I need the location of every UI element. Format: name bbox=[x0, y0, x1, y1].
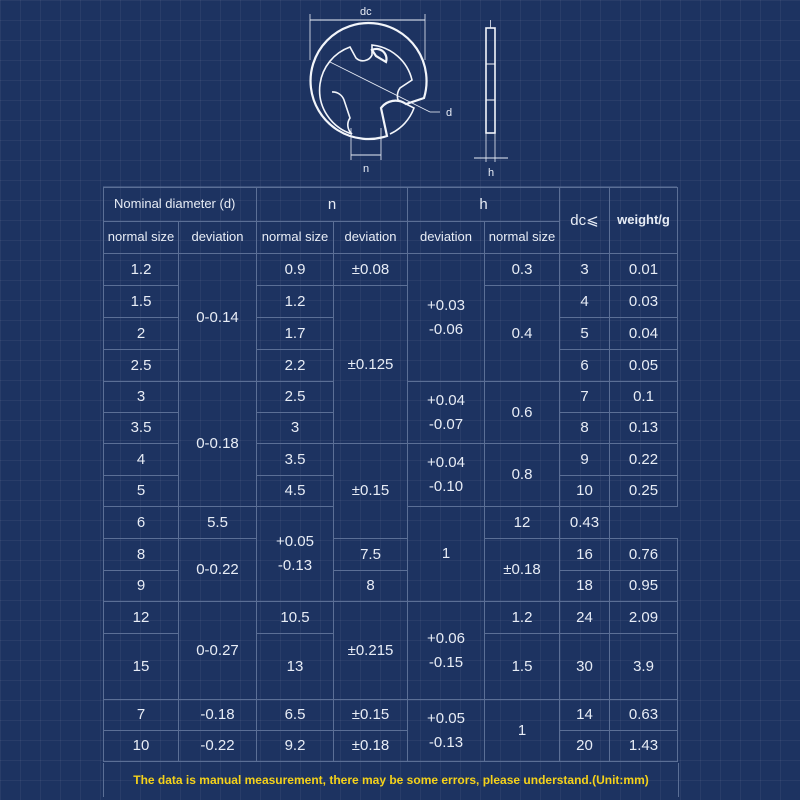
d-deviation: -0.18 bbox=[179, 700, 257, 731]
h-normal-size: 1.5 bbox=[485, 634, 560, 700]
dc-value: 20 bbox=[560, 731, 610, 762]
n-normal-size: 7.5 bbox=[334, 539, 408, 571]
dc-value: 18 bbox=[560, 571, 610, 602]
d-normal-size: 1.5 bbox=[104, 286, 179, 318]
dc-value: 9 bbox=[560, 444, 610, 476]
d-normal-size: 5 bbox=[104, 476, 179, 507]
h-deviation bbox=[408, 382, 485, 444]
n-normal-size: 4.5 bbox=[257, 476, 334, 507]
dc-value: 4 bbox=[560, 286, 610, 318]
d-deviation: 0-0.27 bbox=[179, 602, 257, 700]
n-normal-size: 1.7 bbox=[257, 318, 334, 350]
header-n-deviation: deviation bbox=[334, 222, 408, 254]
header-d-deviation: deviation bbox=[179, 222, 257, 254]
side-view-profile bbox=[486, 28, 495, 133]
weight-value: 0.43 bbox=[560, 507, 610, 539]
dc-value: 24 bbox=[560, 602, 610, 634]
header-weight: weight/g bbox=[610, 188, 678, 254]
weight-value: 1.43 bbox=[610, 731, 678, 762]
n-normal-size: 3 bbox=[257, 413, 334, 444]
weight-value: 3.9 bbox=[610, 634, 678, 700]
e-ring-diagram bbox=[0, 0, 800, 190]
header-n-normal-size: normal size bbox=[257, 222, 334, 254]
dc-value: 16 bbox=[560, 539, 610, 571]
h-deviation-upper: +0.04 bbox=[427, 454, 465, 471]
table-row bbox=[104, 602, 678, 634]
d-normal-size: 8 bbox=[104, 539, 179, 571]
weight-value: 2.09 bbox=[610, 602, 678, 634]
d-normal-size: 15 bbox=[104, 634, 179, 700]
h-deviation-upper: +0.05 bbox=[276, 533, 314, 550]
n-normal-size: 10.5 bbox=[257, 602, 334, 634]
dc-value: 5 bbox=[560, 318, 610, 350]
header-row-1 bbox=[104, 188, 678, 222]
n-normal-size: 9.2 bbox=[257, 731, 334, 762]
n-normal-size: 2.5 bbox=[257, 382, 334, 413]
n-deviation: ±0.18 bbox=[334, 731, 408, 762]
n-deviation: ±0.15 bbox=[334, 700, 408, 731]
h-deviation-upper: +0.06 bbox=[427, 629, 465, 647]
measurement-disclaimer: The data is manual measurement, there may be some errors, please understand.(Unit:mm) bbox=[103, 763, 679, 797]
n-normal-size: 13 bbox=[257, 634, 334, 700]
header-h-deviation: deviation bbox=[408, 222, 485, 254]
table-row bbox=[104, 731, 678, 762]
n-normal-size: 1.2 bbox=[257, 286, 334, 318]
h-label: h bbox=[488, 167, 495, 179]
header-h-normal-size: normal size bbox=[485, 222, 560, 254]
h-deviation-upper: +0.05 bbox=[427, 709, 465, 727]
dc-value: 10 bbox=[560, 476, 610, 507]
d-normal-size: 9 bbox=[104, 571, 179, 602]
h-deviation-upper: +0.03 bbox=[427, 296, 465, 314]
dc-value: 6 bbox=[560, 350, 610, 382]
h-normal-size: 0.6 bbox=[485, 382, 560, 444]
n-label: n bbox=[363, 163, 370, 175]
d-normal-size: 1.2 bbox=[104, 254, 179, 286]
h-deviation bbox=[257, 507, 334, 602]
e-ring-inner bbox=[320, 45, 414, 134]
n-deviation: ±0.15 bbox=[334, 444, 408, 539]
weight-value: 0.03 bbox=[610, 286, 678, 318]
h-deviation-upper: +0.04 bbox=[427, 391, 465, 409]
dc-label: dc bbox=[360, 6, 372, 18]
d-deviation: 0-0.18 bbox=[179, 382, 257, 507]
weight-value: 0.95 bbox=[610, 571, 678, 602]
weight-value: 0.76 bbox=[610, 539, 678, 571]
d-deviation: 0-0.22 bbox=[179, 539, 257, 602]
weight-value: 0.01 bbox=[610, 254, 678, 286]
n-normal-size: 3.5 bbox=[257, 444, 334, 476]
h-normal-size: 1.2 bbox=[485, 602, 560, 634]
header-d-normal-size: normal size bbox=[104, 222, 179, 254]
weight-value: 0.04 bbox=[610, 318, 678, 350]
dc-value: 8 bbox=[560, 413, 610, 444]
d-normal-size: 3 bbox=[104, 382, 179, 413]
header-n: n bbox=[257, 188, 408, 222]
d-normal-size: 4 bbox=[104, 444, 179, 476]
weight-value: 0.05 bbox=[610, 350, 678, 382]
d-deviation: -0.22 bbox=[179, 731, 257, 762]
weight-value: 0.25 bbox=[610, 476, 678, 507]
n-normal-size: 2.2 bbox=[257, 350, 334, 382]
table-row bbox=[104, 539, 678, 571]
h-deviation-lower: -0.10 bbox=[428, 478, 464, 495]
dc-value: 12 bbox=[485, 507, 560, 539]
header-nominal-diameter: Nominal diameter (d) bbox=[104, 188, 257, 222]
weight-value: 0.63 bbox=[610, 700, 678, 731]
d-normal-size: 6 bbox=[104, 507, 179, 539]
header-dc: dc⩽ bbox=[560, 188, 610, 254]
d-normal-size: 3.5 bbox=[104, 413, 179, 444]
d-normal-size: 12 bbox=[104, 602, 179, 634]
h-normal-size: 1 bbox=[485, 700, 560, 762]
n-normal-size: 5.5 bbox=[179, 507, 257, 539]
h-normal-size: 0.4 bbox=[485, 286, 560, 382]
h-normal-size: 1 bbox=[408, 507, 485, 602]
dc-value: 3 bbox=[560, 254, 610, 286]
d-deviation: 0-0.14 bbox=[179, 254, 257, 382]
n-normal-size: 6.5 bbox=[257, 700, 334, 731]
table-row bbox=[104, 254, 678, 286]
h-deviation bbox=[408, 444, 485, 507]
dc-value: 14 bbox=[560, 700, 610, 731]
h-deviation-lower: -0.13 bbox=[277, 557, 313, 574]
header-h: h bbox=[408, 188, 560, 222]
weight-value: 0.13 bbox=[610, 413, 678, 444]
n-deviation: ±0.125 bbox=[334, 286, 408, 444]
d-normal-size: 10 bbox=[104, 731, 179, 762]
dc-value: 7 bbox=[560, 382, 610, 413]
d-normal-size: 7 bbox=[104, 700, 179, 731]
n-normal-size: 0.9 bbox=[257, 254, 334, 286]
n-normal-size: 8 bbox=[334, 571, 408, 602]
n-deviation: ±0.18 bbox=[485, 539, 560, 602]
h-deviation-lower: -0.06 bbox=[428, 320, 464, 338]
weight-value: 0.22 bbox=[610, 444, 678, 476]
table-row bbox=[104, 700, 678, 731]
h-normal-size: 0.8 bbox=[485, 444, 560, 507]
h-deviation-lower: -0.15 bbox=[428, 653, 464, 671]
weight-value: 0.1 bbox=[610, 382, 678, 413]
h-deviation-lower: -0.07 bbox=[428, 415, 464, 433]
h-deviation bbox=[408, 254, 485, 382]
h-deviation bbox=[408, 602, 485, 700]
d-label: d bbox=[446, 107, 453, 119]
h-deviation bbox=[408, 700, 485, 762]
n-deviation: ±0.215 bbox=[334, 602, 408, 700]
dc-value: 30 bbox=[560, 634, 610, 700]
d-normal-size: 2 bbox=[104, 318, 179, 350]
h-deviation-lower: -0.13 bbox=[428, 733, 464, 751]
n-deviation: ±0.08 bbox=[334, 254, 408, 286]
h-normal-size: 0.3 bbox=[485, 254, 560, 286]
d-normal-size: 2.5 bbox=[104, 350, 179, 382]
spec-table bbox=[103, 187, 678, 762]
